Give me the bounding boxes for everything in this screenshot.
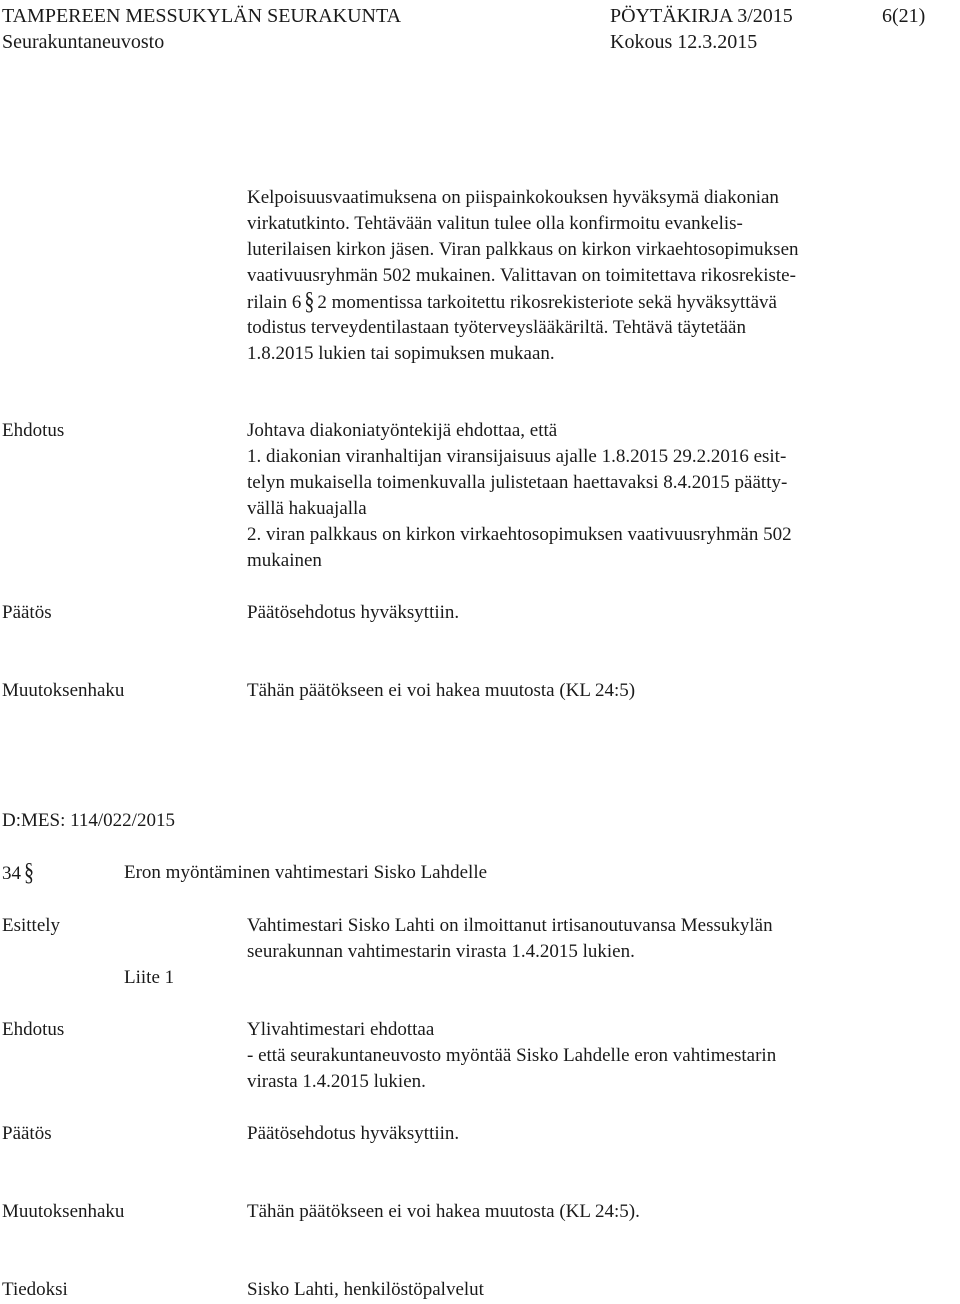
proposal-label: Ehdotus [2, 420, 65, 441]
proposal-label: Ehdotus [2, 1019, 65, 1040]
appeal-label: Muutoksenhaku [2, 1201, 125, 1222]
proposal-line: vällä hakuajalla [247, 498, 367, 519]
decision-text: Päätösehdotus hyväksyttiin. [247, 1123, 460, 1144]
appeal-text: Tähän päätökseen ei voi hakea muutosta (KL 24:5). [247, 1201, 640, 1222]
decision-label: Päätös [2, 1123, 52, 1144]
intro-line: vaativuusryhmän 502 mukainen. Valittavan on toimitettava rikosrekiste- [247, 265, 796, 286]
header-doc-type: PÖYTÄKIRJA 3/2015 [610, 5, 793, 27]
proposal-line: Ylivahtimestari ehdottaa [247, 1019, 435, 1040]
proposal-line: - että seurakuntaneuvosto myöntää Sisko Lahdelle eron vahtimestarin [247, 1045, 777, 1066]
proposal-line: 1. diakonian viranhaltijan viransijaisuus ajalle 1.8.2015 29.2.2016 esit- [247, 446, 787, 467]
intro-line-part: rilain 6 [247, 292, 302, 313]
item-title: Eron myöntäminen vahtimestari Sisko Lahdelle [124, 862, 488, 883]
proposal-line: virasta 1.4.2015 lukien. [247, 1071, 426, 1092]
item-number [2, 860, 37, 887]
header-org: TAMPEREEN MESSUKYLÄN SEURAKUNTA [2, 5, 402, 27]
header-meeting-date: Kokous 12.3.2015 [610, 31, 758, 53]
item-number-value: 34 [2, 863, 21, 884]
presentation-line: Vahtimestari Sisko Lahti on ilmoittanut irtisanoutuvansa Messukylän [247, 915, 773, 936]
intro-line: virkatutkinto. Tehtävään valitun tulee olla konfirmoitu evankelis- [247, 213, 743, 234]
diary-number: D:MES: 114/022/2015 [2, 810, 175, 831]
section-sign: § [24, 859, 34, 887]
proposal-line: mukainen [247, 550, 322, 571]
intro-line: Kelpoisuusvaatimuksena on piispainkokouksen hyväksymä diakonian [247, 187, 779, 208]
info-text: Sisko Lahti, henkilöstöpalvelut [247, 1279, 484, 1300]
attachment-reference: Liite 1 [124, 967, 175, 988]
intro-line-part: 2 momentissa tarkoitettu rikosrekisteriote sekä hyväksyttävä [317, 292, 777, 313]
intro-line: 1.8.2015 lukien tai sopimuksen mukaan. [247, 343, 555, 364]
header-body: Seurakuntaneuvosto [2, 31, 165, 53]
presentation-line: seurakunnan vahtimestarin virasta 1.4.2015 lukien. [247, 941, 635, 962]
appeal-label: Muutoksenhaku [2, 680, 125, 701]
proposal-line: 2. viran palkkaus on kirkon virkaehtosopimuksen vaativuusryhmän 502 [247, 524, 792, 545]
appeal-text: Tähän päätökseen ei voi hakea muutosta (KL 24:5) [247, 680, 636, 701]
presentation-label: Esittely [2, 915, 61, 936]
header-page-number: 6(21) [882, 5, 926, 27]
section-sign: § [304, 288, 315, 316]
intro-line: luterilaisen kirkon jäsen. Viran palkkaus on kirkon virkaehtosopimuksen [247, 239, 799, 260]
intro-line-with-section [247, 289, 777, 316]
decision-label: Päätös [2, 602, 52, 623]
proposal-line: telyn mukaisella toimenkuvalla julistetaan haettavaksi 8.4.2015 päätty- [247, 472, 788, 493]
decision-text: Päätösehdotus hyväksyttiin. [247, 602, 460, 623]
intro-line: todistus terveydentilastaan työterveyslääkäriltä. Tehtävä täytetään [247, 317, 746, 338]
proposal-line: Johtava diakoniatyöntekijä ehdottaa, että [247, 420, 558, 441]
info-label: Tiedoksi [2, 1279, 68, 1300]
